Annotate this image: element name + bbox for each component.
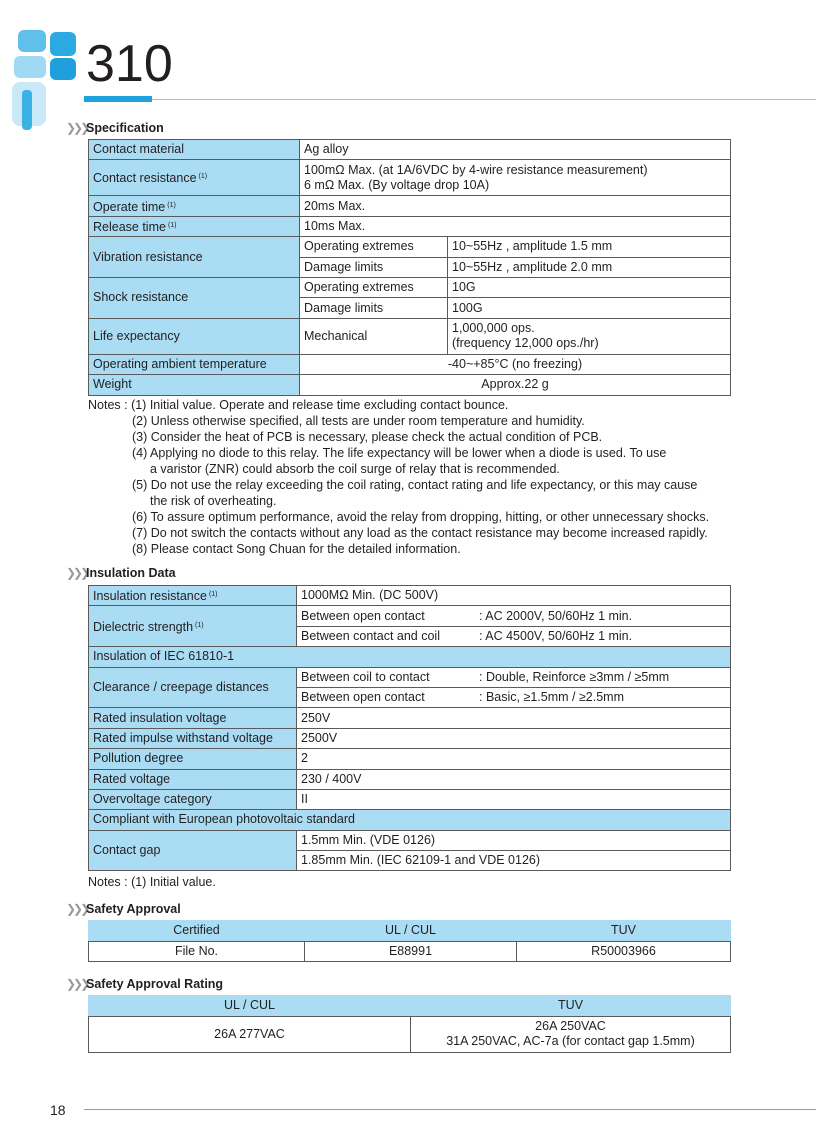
section-safety-rating	[66, 977, 223, 991]
row-value: Between open contact : Basic, ≥1.5mm / ≥2.5mm	[297, 687, 731, 707]
column-header: TUV	[411, 996, 731, 1017]
table-cell: 26A 277VAC	[89, 1016, 411, 1052]
row-value: Between contact and coil : AC 4500V, 50/60Hz 1 min.	[297, 626, 731, 646]
row-sublabel: Operating extremes	[300, 277, 448, 297]
chevron-icon: ❯❯❯	[66, 902, 88, 916]
row-value: 20ms Max.	[300, 196, 731, 216]
note-line: (8) Please contact Song Chuan for the detailed information.	[132, 542, 461, 556]
row-label: Operating ambient temperature	[89, 354, 300, 374]
header-accent-bar	[84, 96, 152, 102]
row-value: Ag alloy	[300, 140, 731, 160]
row-label: Clearance / creepage distances	[89, 667, 297, 708]
row-value: 2500V	[297, 728, 731, 748]
row-value: 230 / 400V	[297, 769, 731, 789]
note-line: (4) Applying no diode to this relay. The life expectancy will be lower when a diode is used. To use	[132, 446, 667, 460]
section-safety-approval	[66, 902, 181, 916]
insulation-notes	[88, 874, 216, 890]
table-row	[89, 216, 731, 236]
row-value: 1000MΩ Min. (DC 500V)	[297, 586, 731, 606]
table-row	[89, 354, 731, 374]
note-line: the risk of overheating.	[150, 494, 277, 508]
table-cell: E88991	[305, 941, 517, 962]
model-number: 310	[86, 35, 173, 93]
row-label: Life expectancy	[89, 318, 300, 354]
table-cell: 26A 250VAC 31A 250VAC, AC-7a (for contact gap 1.5mm)	[411, 1016, 731, 1052]
column-header: TUV	[517, 921, 731, 942]
table-row	[89, 769, 731, 789]
table-row	[89, 586, 731, 606]
table-row	[89, 196, 731, 216]
safety-rating-table	[88, 995, 731, 1053]
table-row	[89, 160, 731, 196]
note-line: Notes : (1) Initial value.	[88, 875, 216, 889]
column-header: UL / CUL	[89, 996, 411, 1017]
table-row	[89, 375, 731, 395]
table-row	[89, 140, 731, 160]
note-line: (2) Unless otherwise specified, all tests are under room temperature and humidity.	[132, 414, 585, 428]
row-label: Contact gap	[89, 830, 297, 871]
note-line: a varistor (ZNR) could absorb the coil surge of relay that is recommended.	[150, 462, 560, 476]
table-row	[89, 667, 731, 687]
section-title: Safety Approval	[86, 902, 181, 916]
row-value: 100G	[448, 298, 731, 318]
row-value: 1,000,000 ops. (frequency 12,000 ops./hr)	[448, 318, 731, 354]
table-row	[89, 749, 731, 769]
row-label: Vibration resistance	[89, 237, 300, 278]
note-line: Notes : (1) Initial value. Operate and release time excluding contact bounce.	[88, 398, 509, 412]
chevron-icon: ❯❯❯	[66, 121, 88, 135]
table-row	[89, 728, 731, 748]
chevron-icon: ❯❯❯	[66, 566, 88, 580]
group-header: Compliant with European photovoltaic standard	[89, 810, 731, 830]
row-label: Rated impulse withstand voltage	[89, 728, 297, 748]
table-cell: R50003966	[517, 941, 731, 962]
row-value: 10~55Hz , amplitude 1.5 mm	[448, 237, 731, 257]
page-number: 18	[50, 1102, 66, 1118]
company-logo	[10, 30, 78, 130]
footer-rule	[84, 1109, 816, 1110]
row-value: 10G	[448, 277, 731, 297]
row-value: Between open contact : AC 2000V, 50/60Hz 1 min.	[297, 606, 731, 626]
safety-approval-table	[88, 920, 731, 962]
table-row	[89, 810, 731, 830]
table-header-row	[89, 996, 731, 1017]
row-label: Dielectric strength $^{(1)}$	[89, 606, 297, 647]
table-row	[89, 789, 731, 809]
table-row	[89, 277, 731, 297]
section-title: Insulation Data	[86, 566, 176, 580]
table-row	[89, 237, 731, 257]
row-label: Overvoltage category	[89, 789, 297, 809]
column-header: UL / CUL	[305, 921, 517, 942]
header-rule	[152, 99, 816, 100]
section-title: Specification	[86, 121, 164, 135]
table-cell: File No.	[89, 941, 305, 962]
row-value: 10ms Max.	[300, 216, 731, 236]
section-specification	[66, 121, 164, 135]
note-line: (7) Do not switch the contacts without any load as the contact resistance may become increased rapidly.	[132, 526, 708, 540]
row-label: Contact material	[89, 140, 300, 160]
section-insulation	[66, 566, 176, 580]
row-label: Shock resistance	[89, 277, 300, 318]
table-row	[89, 1016, 731, 1052]
row-sublabel: Damage limits	[300, 298, 448, 318]
row-value: 250V	[297, 708, 731, 728]
insulation-table	[88, 585, 731, 871]
table-row	[89, 941, 731, 962]
row-label: Weight	[89, 375, 300, 395]
row-label: Rated insulation voltage	[89, 708, 297, 728]
row-value: Between coil to contact : Double, Reinforce ≥3mm / ≥5mm	[297, 667, 731, 687]
table-row	[89, 647, 731, 667]
row-label: Pollution degree	[89, 749, 297, 769]
table-row	[89, 830, 731, 850]
table-header-row	[89, 921, 731, 942]
row-value: II	[297, 789, 731, 809]
note-line: (5) Do not use the relay exceeding the coil rating, contact rating and life expectancy, or this may cause	[132, 478, 698, 492]
chevron-icon: ❯❯❯	[66, 977, 88, 991]
row-label: Operate time $^{(1)}$	[89, 196, 300, 216]
section-title: Safety Approval Rating	[86, 977, 224, 991]
group-header: Insulation of IEC 61810-1	[89, 647, 731, 667]
row-value: Approx.22 g	[300, 375, 731, 395]
row-label: Contact resistance $^{(1)}$	[89, 160, 300, 196]
row-label: Release time $^{(1)}$	[89, 216, 300, 236]
row-label: Rated voltage	[89, 769, 297, 789]
table-row	[89, 318, 731, 354]
row-sublabel: Damage limits	[300, 257, 448, 277]
column-header: Certified	[89, 921, 305, 942]
row-value: 2	[297, 749, 731, 769]
note-line: (6) To assure optimum performance, avoid the relay from dropping, hitting, or other unnecessary shocks.	[132, 510, 710, 524]
row-value: 1.85mm Min. (IEC 62109-1 and VDE 0126)	[297, 851, 731, 871]
row-value: -40~+85°C (no freezing)	[300, 354, 731, 374]
specification-notes	[88, 397, 709, 557]
row-sublabel: Mechanical	[300, 318, 448, 354]
note-line: (3) Consider the heat of PCB is necessary, please check the actual condition of PCB.	[132, 430, 603, 444]
table-row	[89, 606, 731, 626]
row-value: 1.5mm Min. (VDE 0126)	[297, 830, 731, 850]
row-sublabel: Operating extremes	[300, 237, 448, 257]
table-row	[89, 708, 731, 728]
row-value: 100mΩ Max. (at 1A/6VDC by 4-wire resistance measurement) 6 mΩ Max. (By voltage drop 10A)	[300, 160, 731, 196]
row-value: 10~55Hz , amplitude 2.0 mm	[448, 257, 731, 277]
row-label: Insulation resistance $^{(1)}$	[89, 586, 297, 606]
specification-table	[88, 139, 731, 396]
